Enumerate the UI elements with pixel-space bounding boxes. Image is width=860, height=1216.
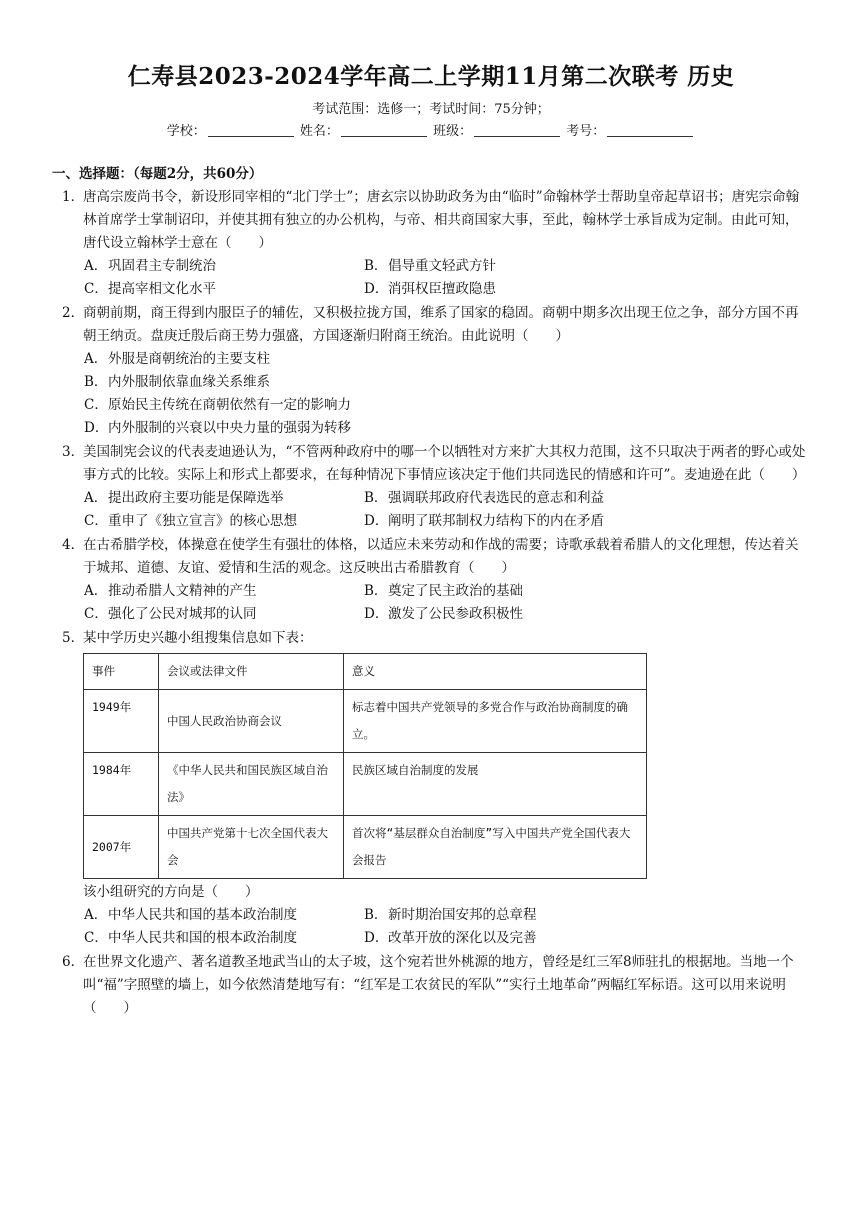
question-stem: 在世界文化遗产、著名道教圣地武当山的太子坡，这个宛若世外桃源的地方，曾经是红三军8师驻扎的根据地。当地一个叫“福”字照壁的墙上，如今依然清楚地写有：“红军是工农贫民的军队”“实行土地革命”两幅红军标语。这可以用来说明（ ）: [83, 954, 794, 1016]
option-a[interactable]: A． 中华人民共和国的基本政治制度: [84, 907, 297, 923]
options: [52, 580, 810, 626]
table-cell: 2007年: [84, 816, 159, 879]
table-cell: 《中华人民共和国民族区域自治法》: [159, 753, 344, 816]
question-number: 5．: [62, 630, 85, 646]
table-cell: 中国人民政治协商会议: [159, 690, 344, 753]
option-c[interactable]: C． 重申了《独立宣言》的核心思想: [84, 513, 297, 529]
option-b[interactable]: B． 新时期治国安邦的总章程: [364, 907, 537, 923]
question-stem: 商朝前期，商王得到内服臣子的辅佐，又积极拉拢方国，维系了国家的稳固。商朝中期多次出现王位之争，部分方国不再朝王纳贡。盘庚迁殷后商王势力强盛，方国逐渐归附商王统治。由此说明（ ）: [83, 305, 799, 344]
exam-number-label: 考号：: [566, 124, 606, 139]
exam-number-blank[interactable]: [607, 122, 693, 137]
table-row: [84, 753, 647, 816]
page-title: 仁寿县2023-2024学年高二上学期11月第二次联考 历史: [127, 63, 735, 90]
table-cell: 首次将“基层群众自治制度”写入中国共产党全国代表大会报告: [344, 816, 647, 879]
option-b[interactable]: B． 内外服制依靠血缘关系维系: [84, 374, 270, 390]
question-stem: 某中学历史兴趣小组搜集信息如下表：: [83, 630, 313, 646]
school-blank[interactable]: [208, 122, 294, 137]
table-header-cell: 会议或法律文件: [159, 654, 344, 690]
table-cell: 标志着中国共产党领导的多党合作与政治协商制度的确立。: [344, 690, 647, 753]
table-cell: 中国共产党第十七次全国代表大会: [159, 816, 344, 879]
option-d[interactable]: D． 激发了公民参政积极性: [364, 606, 523, 622]
option-a[interactable]: A． 巩固君主专制统治: [84, 258, 216, 274]
class-blank[interactable]: [474, 122, 560, 137]
question-3: [52, 441, 810, 533]
table-row: [84, 690, 647, 753]
table-cell: 1949年: [84, 690, 159, 753]
info-table: [83, 653, 647, 879]
option-a[interactable]: A． 外服是商朝统治的主要支柱: [84, 351, 270, 367]
question-6: [52, 951, 810, 1020]
question-number: 1．: [62, 189, 85, 205]
options: [52, 348, 810, 440]
options: [52, 487, 810, 533]
question-stem: 在古希腊学校，体操意在使学生有强壮的体格，以适应未来劳动和作战的需要；诗歌承载着希腊人的文化理想，传达着关于城邦、道德、友谊、爱情和生活的观念。这反映出古希腊教育（ ）: [83, 537, 799, 576]
question-1: [52, 186, 810, 301]
option-b[interactable]: B． 强调联邦政府代表选民的意志和利益: [364, 490, 604, 506]
option-c[interactable]: C． 中华人民共和国的根本政治制度: [84, 930, 297, 946]
option-d[interactable]: D． 改革开放的深化以及完善: [364, 930, 537, 946]
exam-info: 考试范围：选修一；考试时间：75分钟；: [312, 102, 550, 117]
question-number: 3．: [62, 444, 85, 460]
section-title: 一、选择题：（每题2分，共60分）: [52, 166, 263, 182]
option-c[interactable]: C． 强化了公民对城邦的认同: [84, 606, 257, 622]
option-b[interactable]: B． 倡导重文轻武方针: [364, 258, 496, 274]
name-label: 姓名：: [299, 124, 339, 139]
table-cell: 1984年: [84, 753, 159, 816]
question-prompt: 该小组研究的方向是（ ）: [83, 884, 259, 900]
table-row: [84, 816, 647, 879]
option-b[interactable]: B． 奠定了民主政治的基础: [364, 583, 523, 599]
student-info-fields: [52, 121, 810, 143]
table-header-row: [84, 654, 647, 690]
school-label: 学校：: [166, 124, 206, 139]
question-number: 4．: [62, 537, 85, 553]
question-number: 6．: [62, 954, 85, 970]
question-2: [52, 302, 810, 440]
table-header-cell: 事件: [84, 654, 159, 690]
option-c[interactable]: C． 提高宰相文化水平: [84, 281, 216, 297]
option-a[interactable]: A． 提出政府主要功能是保障选举: [84, 490, 284, 506]
options: [52, 255, 810, 301]
table-cell: 民族区域自治制度的发展: [344, 753, 647, 816]
option-d[interactable]: D． 阐明了联邦制权力结构下的内在矛盾: [364, 513, 604, 529]
question-stem: 唐高宗废尚书令，新设形同宰相的“北门学士”；唐玄宗以协助政务为由“临时”命翰林学士帮助皇帝起草诏书；唐宪宗命翰林首席学士掌制诏印，并使其拥有独立的办公机构，与帝、相共商国家大事，至此，翰林学士承旨成为定制。由此可知，唐代设立翰林学士意在（ ）: [83, 189, 800, 251]
name-blank[interactable]: [341, 122, 427, 137]
question-4: [52, 534, 810, 626]
table-header-cell: 意义: [344, 654, 647, 690]
option-c[interactable]: C． 原始民主传统在商朝依然有一定的影响力: [84, 397, 351, 413]
question-5: [52, 627, 810, 950]
question-stem: 美国制宪会议的代表麦迪逊认为，“不管两种政府中的哪一个以牺牲对方来扩大其权力范围，这不只取决于两者的野心或处事方式的比较。实际上和形式上都要求，在每种情况下事情应该决定于他们共同选民的情感和许可”。麦迪逊在此（ ）: [83, 444, 806, 483]
options: [52, 904, 810, 950]
option-d[interactable]: D． 消弭权臣擅政隐患: [364, 281, 496, 297]
question-number: 2．: [62, 305, 85, 321]
option-d[interactable]: D． 内外服制的兴衰以中央力量的强弱为转移: [84, 420, 351, 436]
option-a[interactable]: A． 推动希腊人文精神的产生: [84, 583, 257, 599]
class-label: 班级：: [433, 124, 473, 139]
